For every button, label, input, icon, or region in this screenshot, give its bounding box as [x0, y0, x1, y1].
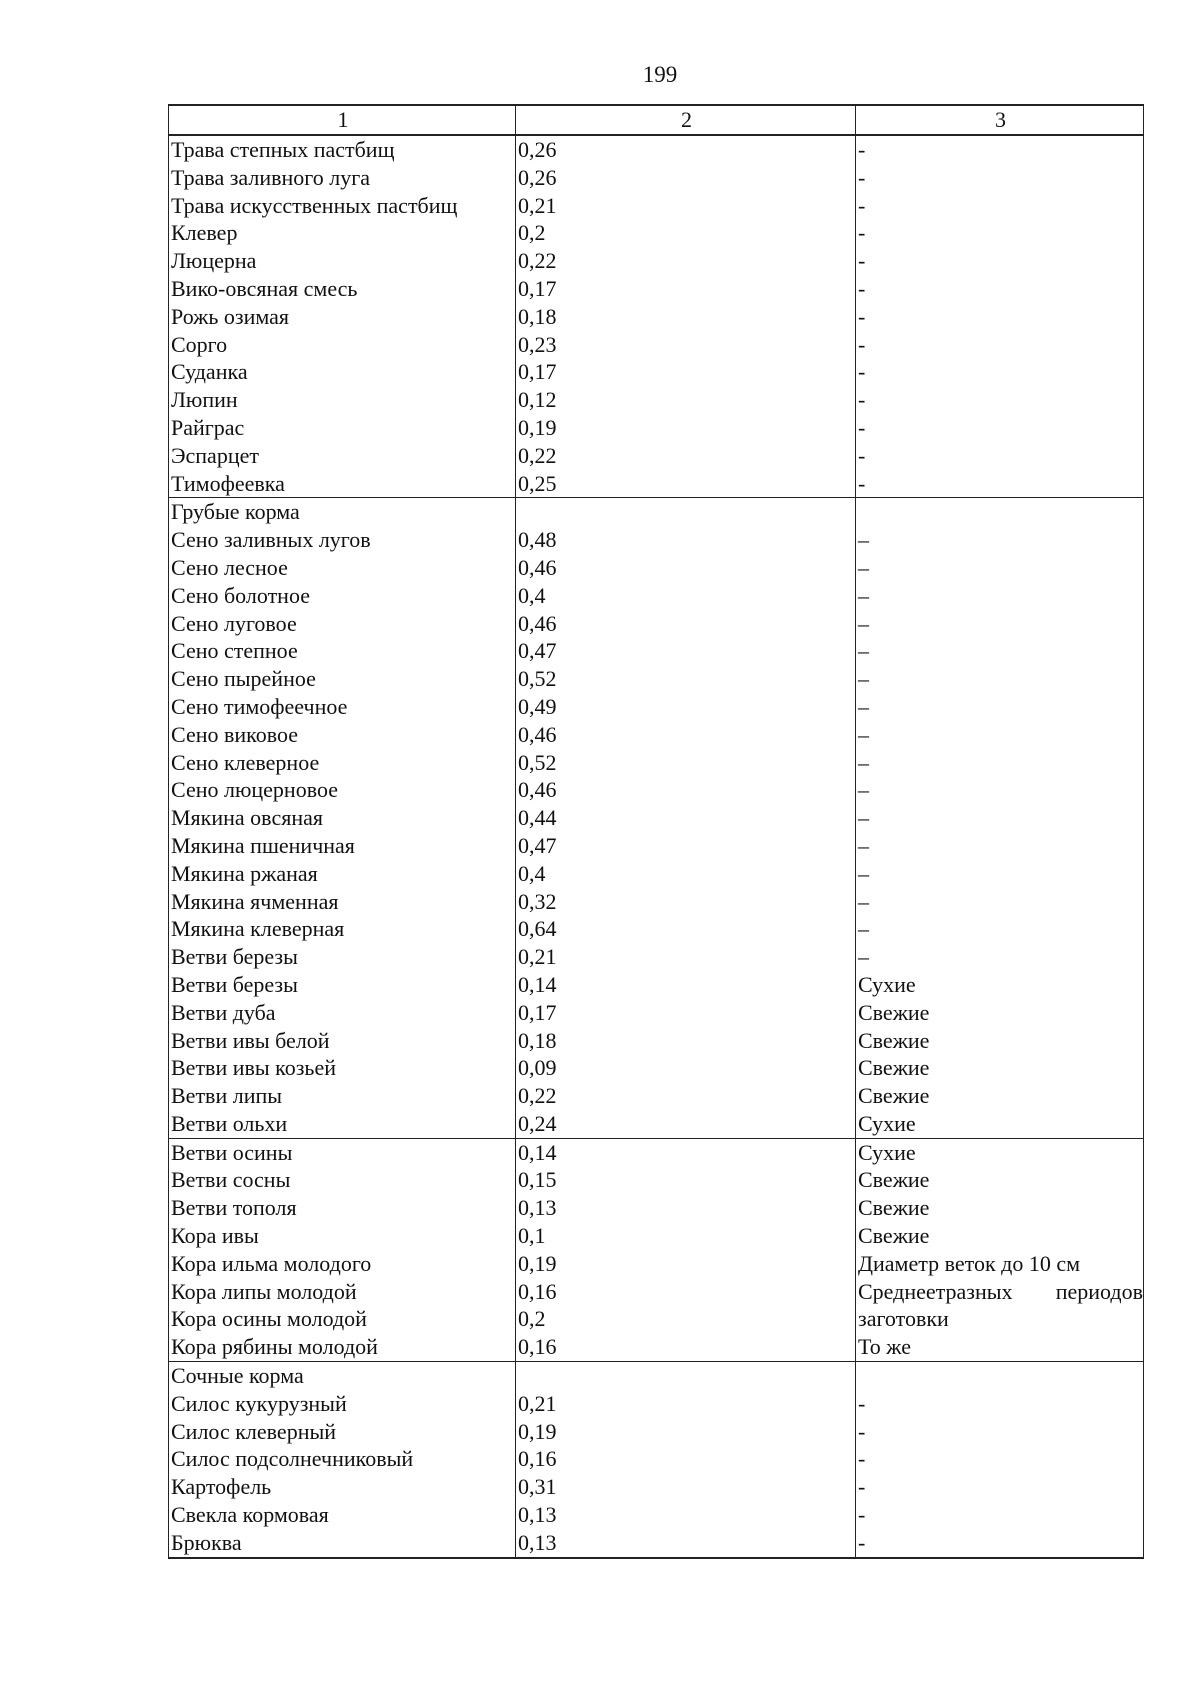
coefficient-cell: 0,47 [516, 637, 856, 665]
coefficient-cell: 0,15 [516, 1166, 856, 1194]
note-cell: - [856, 442, 1144, 470]
feed-name-cell: Силос подсолнечниковый [169, 1445, 516, 1473]
table-row [169, 498, 1144, 526]
table-row [169, 442, 1144, 470]
feed-name-cell: Мякина овсяная [169, 804, 516, 832]
feed-name-cell: Сочные корма [169, 1362, 516, 1390]
coefficient-cell: 0,16 [516, 1278, 856, 1306]
coefficient-cell: 0,44 [516, 804, 856, 832]
feed-name-cell: Картофель [169, 1473, 516, 1501]
note-cell: – [856, 582, 1144, 610]
feed-name-cell: Ветви осины [169, 1138, 516, 1166]
feed-name-cell: Трава искусственных пастбищ [169, 192, 516, 220]
coefficient-cell: 0,4 [516, 860, 856, 888]
feed-name-cell: Ветви сосны [169, 1166, 516, 1194]
feed-name-cell: Ветви ивы белой [169, 1027, 516, 1055]
note-cell: – [856, 665, 1144, 693]
note-cell: - [856, 386, 1144, 414]
note-cell: Свежие [856, 999, 1144, 1027]
note-cell: – [856, 860, 1144, 888]
feed-name-cell: Мякина ржаная [169, 860, 516, 888]
table-row [169, 1082, 1144, 1110]
note-cell: – [856, 526, 1144, 554]
feed-name-cell: Ветви березы [169, 943, 516, 971]
table-row [169, 999, 1144, 1027]
coefficient-cell: 0,4 [516, 582, 856, 610]
table-row [169, 1027, 1144, 1055]
note-cell: - [856, 1501, 1144, 1529]
table-row [169, 1305, 1144, 1333]
table-row [169, 219, 1144, 247]
coefficient-cell: 0,19 [516, 414, 856, 442]
coefficient-cell: 0,24 [516, 1110, 856, 1138]
note-cell: Диаметр веток до 10 см [856, 1250, 1144, 1278]
table-row [169, 1278, 1144, 1306]
feed-name-cell: Мякина ячменная [169, 888, 516, 916]
table-row [169, 1054, 1144, 1082]
table-row [169, 554, 1144, 582]
table-row [169, 749, 1144, 777]
table-row [169, 1138, 1144, 1166]
table-row [169, 832, 1144, 860]
feed-name-cell: Мякина пшеничная [169, 832, 516, 860]
feed-name-cell: Тимофеевка [169, 470, 516, 498]
table-row [169, 971, 1144, 999]
table-row [169, 192, 1144, 220]
coefficient-cell: 0,32 [516, 888, 856, 916]
table-row [169, 1473, 1144, 1501]
coefficient-cell: 0,25 [516, 470, 856, 498]
feed-name-cell: Вико-овсяная смесь [169, 275, 516, 303]
coefficient-cell: 0,47 [516, 832, 856, 860]
table-row [169, 610, 1144, 638]
coefficient-cell: 0,23 [516, 331, 856, 359]
coefficient-cell: 0,22 [516, 442, 856, 470]
coefficient-cell: 0,17 [516, 999, 856, 1027]
feed-name-cell: Кора ильма молодого [169, 1250, 516, 1278]
feed-name-cell: Кора осины молодой [169, 1305, 516, 1333]
note-cell [856, 1362, 1144, 1390]
table-row [169, 776, 1144, 804]
note-cell: - [856, 1418, 1144, 1446]
table-row [169, 804, 1144, 832]
feed-name-cell: Клевер [169, 219, 516, 247]
note-cell: - [856, 331, 1144, 359]
table-row [169, 888, 1144, 916]
feed-name-cell: Силос клеверный [169, 1418, 516, 1446]
feed-name-cell: Сено заливных лугов [169, 526, 516, 554]
coefficient-cell: 0,31 [516, 1473, 856, 1501]
note-cell: – [856, 693, 1144, 721]
feed-name-cell: Сено степное [169, 637, 516, 665]
note-cell: - [856, 219, 1144, 247]
table-row [169, 1362, 1144, 1390]
feed-name-cell: Люпин [169, 386, 516, 414]
feed-name-cell: Ветви липы [169, 1082, 516, 1110]
coefficient-cell: 0,17 [516, 275, 856, 303]
coefficient-cell: 0,14 [516, 1138, 856, 1166]
table-row [169, 164, 1144, 192]
coefficient-cell: 0,13 [516, 1501, 856, 1529]
table-row [169, 1529, 1144, 1558]
note-cell: - [856, 470, 1144, 498]
coefficient-cell: 0,26 [516, 135, 856, 164]
coefficient-cell: 0,21 [516, 943, 856, 971]
note-cell: Свежие [856, 1166, 1144, 1194]
note-cell: – [856, 832, 1144, 860]
note-cell: - [856, 1473, 1144, 1501]
coefficient-cell: 0,52 [516, 665, 856, 693]
table-row [169, 1445, 1144, 1473]
coefficient-cell: 0,22 [516, 247, 856, 275]
table-row [169, 721, 1144, 749]
note-cell: Сухие [856, 1110, 1144, 1138]
note-cell: - [856, 358, 1144, 386]
table-row [169, 470, 1144, 498]
table-row [169, 1194, 1144, 1222]
coefficient-cell: 0,26 [516, 164, 856, 192]
coefficient-cell: 0,18 [516, 303, 856, 331]
table-row [169, 526, 1144, 554]
coefficient-cell: 0,46 [516, 721, 856, 749]
coefficient-cell: 0,46 [516, 610, 856, 638]
note-cell: заготовки [856, 1305, 1144, 1333]
table-row [169, 637, 1144, 665]
note-cell: - [856, 135, 1144, 164]
feed-name-cell: Сено клеверное [169, 749, 516, 777]
coefficient-cell [516, 498, 856, 526]
table-row [169, 693, 1144, 721]
note-cell: – [856, 610, 1144, 638]
table-row [169, 1501, 1144, 1529]
note-cell: - [856, 303, 1144, 331]
note-cell: Среднеетразных периодов [856, 1278, 1144, 1306]
coefficient-cell: 0,2 [516, 1305, 856, 1333]
feed-name-cell: Мякина клеверная [169, 915, 516, 943]
feed-table [168, 104, 1144, 1559]
coefficient-cell [516, 1362, 856, 1390]
note-cell: - [856, 414, 1144, 442]
note-cell: - [856, 192, 1144, 220]
feed-name-cell: Сено виковое [169, 721, 516, 749]
table-body [169, 135, 1144, 1558]
feed-name-cell: Ветви ивы козьей [169, 1054, 516, 1082]
table-row [169, 860, 1144, 888]
table-row [169, 386, 1144, 414]
table-row [169, 665, 1144, 693]
table-row [169, 414, 1144, 442]
coefficient-cell: 0,46 [516, 776, 856, 804]
table-row [169, 135, 1144, 164]
table-row [169, 358, 1144, 386]
feed-name-cell: Сорго [169, 331, 516, 359]
coefficient-cell: 0,09 [516, 1054, 856, 1082]
column-header-3: 3 [856, 105, 1144, 135]
feed-name-cell: Сено лесное [169, 554, 516, 582]
feed-name-cell: Грубые корма [169, 498, 516, 526]
coefficient-cell: 0,52 [516, 749, 856, 777]
coefficient-cell: 0,21 [516, 192, 856, 220]
note-cell: Свежие [856, 1222, 1144, 1250]
feed-name-cell: Райграс [169, 414, 516, 442]
note-cell [856, 498, 1144, 526]
feed-name-cell: Свекла кормовая [169, 1501, 516, 1529]
coefficient-cell: 0,16 [516, 1333, 856, 1361]
feed-name-cell: Трава заливного луга [169, 164, 516, 192]
column-header-1: 1 [169, 105, 516, 135]
coefficient-cell: 0,19 [516, 1418, 856, 1446]
note-cell: - [856, 164, 1144, 192]
coefficient-cell: 0,13 [516, 1529, 856, 1558]
coefficient-cell: 0,14 [516, 971, 856, 999]
note-cell: - [856, 247, 1144, 275]
note-cell: Сухие [856, 971, 1144, 999]
coefficient-cell: 0,17 [516, 358, 856, 386]
feed-name-cell: Трава степных пастбищ [169, 135, 516, 164]
table-row [169, 582, 1144, 610]
coefficient-cell: 0,18 [516, 1027, 856, 1055]
page-number: 199 [642, 62, 678, 87]
note-cell: – [856, 943, 1144, 971]
table-row [169, 247, 1144, 275]
feed-name-cell: Люцерна [169, 247, 516, 275]
table-row [169, 1418, 1144, 1446]
coefficient-cell: 0,49 [516, 693, 856, 721]
table-row [169, 275, 1144, 303]
note-cell: – [856, 776, 1144, 804]
note-cell: – [856, 804, 1144, 832]
feed-name-cell: Эспарцет [169, 442, 516, 470]
feed-name-cell: Рожь озимая [169, 303, 516, 331]
note-cell: – [856, 721, 1144, 749]
note-cell: – [856, 637, 1144, 665]
note-cell: Свежие [856, 1054, 1144, 1082]
table-row [169, 1390, 1144, 1418]
note-cell: - [856, 275, 1144, 303]
note-cell: – [856, 554, 1144, 582]
coefficient-cell: 0,12 [516, 386, 856, 414]
note-cell: – [856, 888, 1144, 916]
coefficient-cell: 0,13 [516, 1194, 856, 1222]
coefficient-cell: 0,19 [516, 1250, 856, 1278]
feed-name-cell: Ветви тополя [169, 1194, 516, 1222]
table-row [169, 303, 1144, 331]
feed-name-cell: Кора ивы [169, 1222, 516, 1250]
note-cell: Свежие [856, 1027, 1144, 1055]
table-header-row [169, 105, 1144, 135]
coefficient-cell: 0,2 [516, 219, 856, 247]
feed-name-cell: Ветви ольхи [169, 1110, 516, 1138]
note-cell: - [856, 1529, 1144, 1558]
coefficient-cell: 0,1 [516, 1222, 856, 1250]
feed-name-cell: Ветви дуба [169, 999, 516, 1027]
feed-name-cell: Суданка [169, 358, 516, 386]
coefficient-cell: 0,46 [516, 554, 856, 582]
table-row [169, 1333, 1144, 1361]
feed-name-cell: Сено тимофеечное [169, 693, 516, 721]
feed-name-cell: Ветви березы [169, 971, 516, 999]
note-cell: Сухие [856, 1138, 1144, 1166]
table-row [169, 1250, 1144, 1278]
feed-name-cell: Сено луговое [169, 610, 516, 638]
note-cell: - [856, 1445, 1144, 1473]
feed-name-cell: Сено болотное [169, 582, 516, 610]
coefficient-cell: 0,48 [516, 526, 856, 554]
feed-name-cell: Кора липы молодой [169, 1278, 516, 1306]
feed-name-cell: Сено пырейное [169, 665, 516, 693]
table-row [169, 943, 1144, 971]
feed-name-cell: Силос кукурузный [169, 1390, 516, 1418]
table-row [169, 1222, 1144, 1250]
coefficient-cell: 0,22 [516, 1082, 856, 1110]
coefficient-cell: 0,16 [516, 1445, 856, 1473]
coefficient-cell: 0,21 [516, 1390, 856, 1418]
note-cell: Свежие [856, 1082, 1144, 1110]
coefficient-cell: 0,64 [516, 915, 856, 943]
feed-name-cell: Кора рябины молодой [169, 1333, 516, 1361]
table-row [169, 1166, 1144, 1194]
note-cell: Свежие [856, 1194, 1144, 1222]
note-cell: - [856, 1390, 1144, 1418]
table-row [169, 915, 1144, 943]
table-row [169, 331, 1144, 359]
note-cell: – [856, 749, 1144, 777]
column-header-2: 2 [516, 105, 856, 135]
feed-name-cell: Сено люцерновое [169, 776, 516, 804]
table-row [169, 1110, 1144, 1138]
note-cell: То же [856, 1333, 1144, 1361]
feed-name-cell: Брюква [169, 1529, 516, 1558]
note-cell: – [856, 915, 1144, 943]
